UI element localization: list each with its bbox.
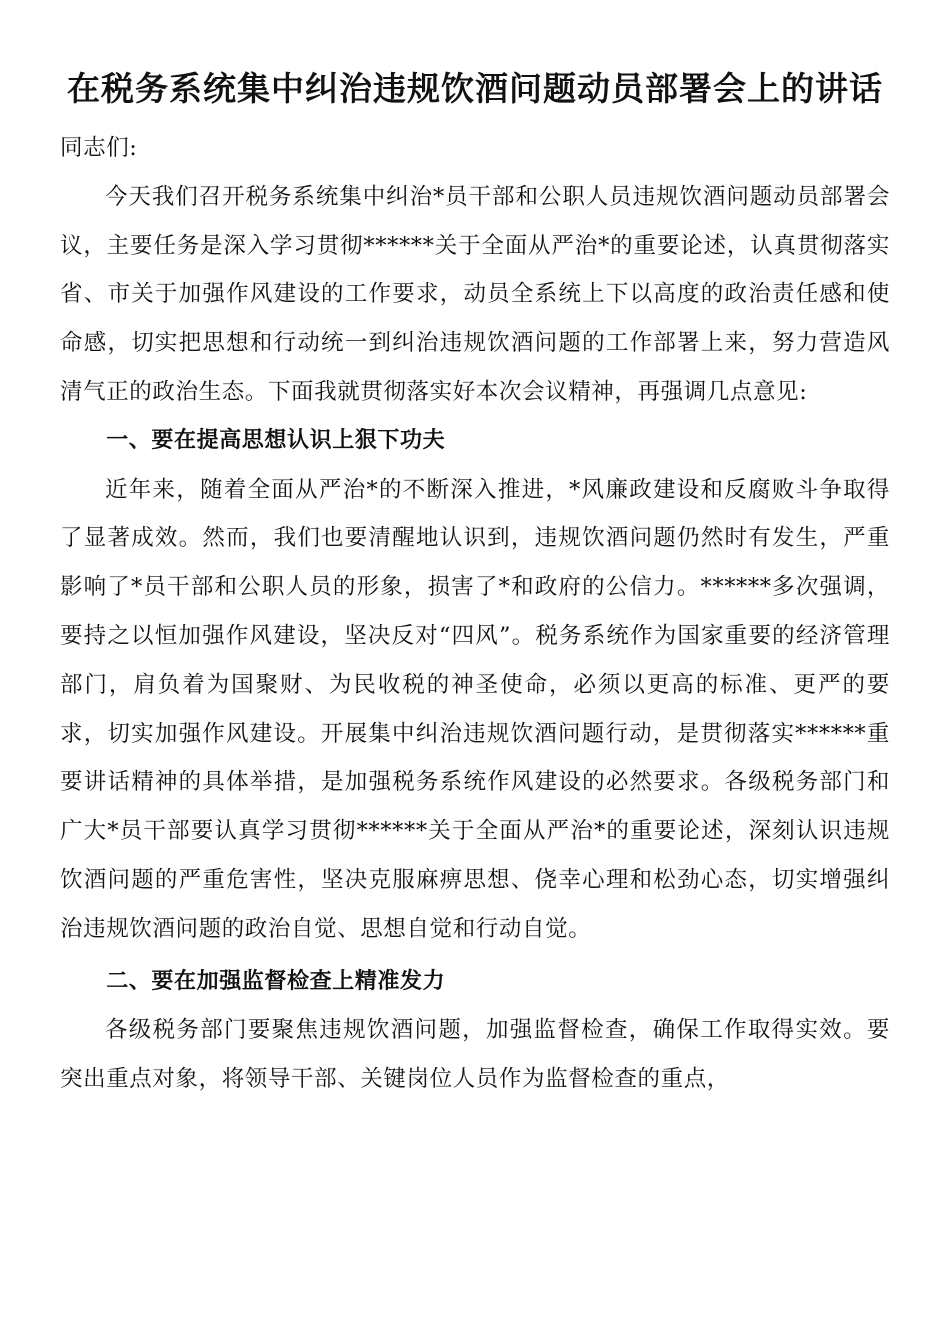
intro-paragraph: 今天我们召开税务系统集中纠治*员干部和公职人员违规饮酒问题动员部署会议，主要任务是深入学习贯彻******关于全面从严治*的重要论述，认真贯彻落实省、市关于加强作风建设的工作要求，动员全系统上下以高度的政治责任感和使命感，切实把思想和行动统一到纠治违规饮酒问题的工作部署上来，努力营造风清气正的政治生态。下面我就贯彻落实好本次会议精神，再强调几点意见: xyxy=(60,183,890,405)
section-paragraph-1: 近年来，随着全面从严治*的不断深入推进，*风廉政建设和反腐败斗争取得了显著成效。然而，我们也要清醒地认识到，违规饮酒问题仍然时有发生，严重影响了*员干部和公职人员的形象，损害了*和政府的公信力。******多次强调，要持之以恒加强作风建设，坚决反对“四风”。税务系统作为国家重要的经济管理部门，肩负着为国聚财、为民收税的神圣使命，必须以更高的标准、更严的要求，切实加强作风建设。开展集中纠治违规饮酒问题行动，是贯彻落实******重要讲话精神的具体举措，是加强税务系统作风建设的必然要求。各级税务部门和广大*员干部要认真学习贯彻******关于全面从严治*的重要论述，深刻认识违规饮酒问题的严重危害性，坚决克服麻痹思想、侥幸心理和松劲心态，切实增强纠治违规饮酒问题的政治自觉、思想自觉和行动自觉。 xyxy=(60,476,890,942)
section-heading-1: 一、要在提高思想认识上狠下功夫 xyxy=(106,427,446,453)
document-title: 在税务系统集中纠治违规饮酒问题动员部署会上的讲话 xyxy=(67,69,883,108)
salutation: 同志们: xyxy=(60,135,138,161)
document-page xyxy=(60,62,890,1104)
section-paragraph-2: 各级税务部门要聚焦违规饮酒问题，加强监督检查，确保工作取得实效。要突出重点对象，将领导干部、关键岗位人员作为监督检查的重点， xyxy=(60,1017,890,1093)
section-heading-2: 二、要在加强监督检查上精准发力 xyxy=(106,968,446,994)
